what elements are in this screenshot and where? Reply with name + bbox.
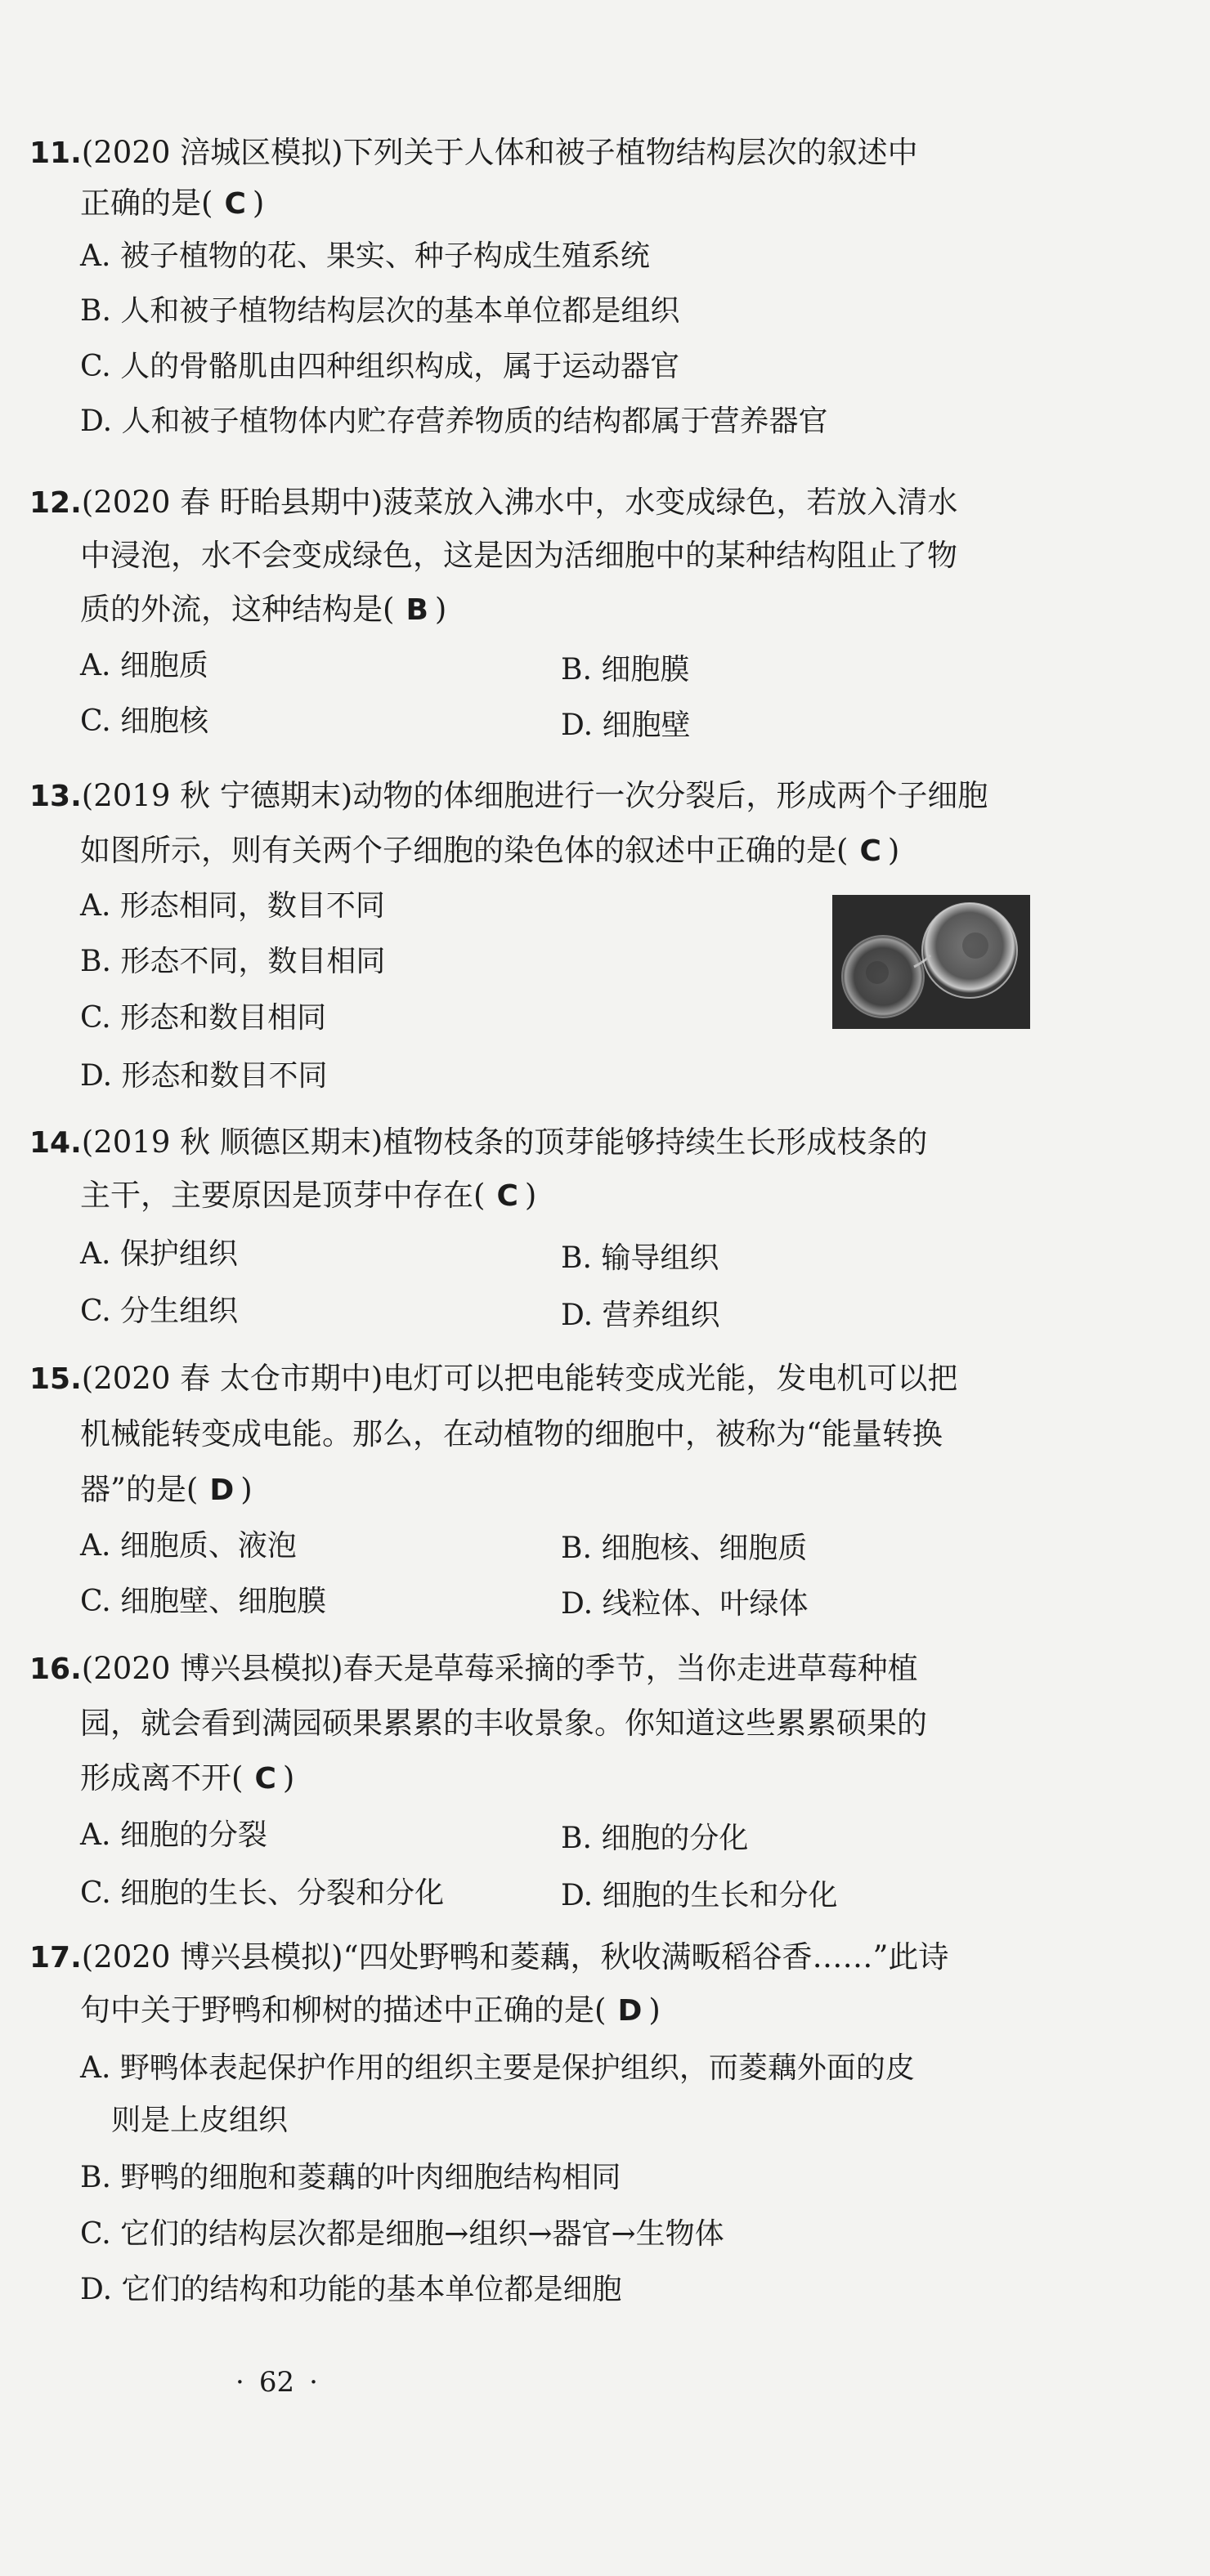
question-number: 14. — [29, 1126, 82, 1160]
option-b: B. 细胞膜 — [561, 653, 690, 686]
micrograph-image — [832, 895, 1030, 1029]
answer-letter: C — [496, 1179, 518, 1213]
option-c: C. 分生组织 — [80, 1295, 239, 1328]
option-d: D. 它们的结构和功能的基本单位都是细胞 — [80, 2273, 622, 2306]
option-a: A. 保护组织 — [80, 1237, 238, 1271]
question-number: 11. — [29, 136, 82, 170]
question-stem-line: 形成离不开( — [80, 1760, 244, 1796]
question-stem-line: (2019 秋 顺德区期末)植物枝条的顶芽能够持续生长形成枝条的 — [81, 1125, 928, 1160]
answer-letter: D — [209, 1474, 235, 1507]
question-stem-line: 句中关于野鸭和柳树的描述中正确的是( — [80, 1992, 607, 2028]
option-a: A. 细胞的分裂 — [80, 1818, 267, 1852]
question-stem-line: (2020 博兴县模拟)“四处野鸭和菱藕，秋收满畈稻谷香……”此诗 — [81, 1939, 949, 1974]
question-stem-line: 主干，主要原因是顶芽中存在( — [80, 1178, 486, 1213]
option-b: B. 形态不同，数目相同 — [80, 945, 386, 978]
option-c: C. 细胞的生长、分裂和分化 — [80, 1876, 445, 1910]
dividing-cells-micrograph — [832, 895, 1030, 1029]
option-d: D. 细胞壁 — [561, 709, 691, 742]
option-b: B. 细胞的分化 — [561, 1822, 749, 1855]
question-number: 12. — [29, 486, 82, 520]
option-c: C. 细胞壁、细胞膜 — [80, 1585, 327, 1618]
option-c: C. 形态和数目相同 — [80, 1001, 327, 1035]
page-number: 62 — [258, 2366, 295, 2399]
option-d: D. 营养组织 — [561, 1299, 720, 1332]
question-stem-line: (2019 秋 宁德期末)动物的体细胞进行一次分裂后，形成两个子细胞 — [81, 778, 988, 813]
answer-bracket: ) — [252, 186, 265, 221]
page-number-dot-left: · — [235, 2366, 244, 2399]
option-a: A. 细胞质 — [80, 649, 208, 682]
question-stem-line: 正确的是( — [80, 186, 213, 221]
answer-bracket: ) — [524, 1178, 537, 1213]
question-stem-line: 机械能转变成电能。那么，在动植物的细胞中，被称为“能量转换 — [80, 1416, 943, 1451]
option-b: B. 输导组织 — [561, 1241, 719, 1275]
option-a: A. 被子植物的花、果实、种子构成生殖系统 — [80, 239, 650, 273]
answer-bracket: ) — [434, 592, 447, 627]
option-d: D. 形态和数目不同 — [80, 1059, 328, 1093]
option-b: B. 野鸭的细胞和菱藕的叶肉细胞结构相同 — [80, 2161, 621, 2194]
option-d: D. 线粒体、叶绿体 — [561, 1587, 809, 1621]
question-stem-line: (2020 春 盱眙县期中)菠菜放入沸水中，水变成绿色，若放入清水 — [81, 485, 958, 520]
question-number: 16. — [29, 1652, 82, 1686]
answer-letter: B — [406, 593, 428, 627]
question-stem-line: 如图所示，则有关两个子细胞的染色体的叙述中正确的是( — [80, 833, 849, 868]
option-c: C. 人的骨骼肌由四种组织构成，属于运动器官 — [80, 350, 680, 383]
option-a: A. 形态相同，数目不同 — [80, 889, 385, 923]
answer-bracket: ) — [240, 1472, 253, 1507]
answer-bracket: ) — [282, 1760, 295, 1796]
option-a: A. 野鸭体表起保护作用的组织主要是保护组织，而菱藕外面的皮 — [80, 2051, 915, 2085]
question-number: 13. — [29, 780, 82, 813]
option-c: C. 细胞核 — [80, 704, 209, 738]
option-b: B. 人和被子植物结构层次的基本单位都是组织 — [80, 294, 680, 328]
answer-letter: D — [617, 1994, 643, 2028]
option-c: C. 它们的结构层次都是细胞→组织→器官→生物体 — [80, 2217, 724, 2251]
answer-letter: C — [224, 187, 246, 221]
question-stem-line: 质的外流，这种结构是( — [80, 592, 395, 627]
question-number: 17. — [29, 1941, 82, 1974]
answer-bracket: ) — [887, 833, 900, 868]
question-stem-line: 器”的是( — [80, 1472, 199, 1507]
question-stem-line: (2020 涪城区模拟)下列关于人体和被子植物结构层次的叙述中 — [81, 135, 918, 170]
question-number: 15. — [29, 1362, 82, 1396]
page-footer — [221, 2366, 333, 2399]
answer-letter: C — [859, 834, 881, 868]
question-stem-line: 中浸泡，水不会变成绿色，这是因为活细胞中的某种结构阻止了物 — [80, 538, 957, 573]
question-stem-line: (2020 春 太仓市期中)电灯可以把电能转变成光能，发电机可以把 — [81, 1361, 958, 1396]
option-d: D. 人和被子植物体内贮存营养物质的结构都属于营养器官 — [80, 405, 828, 438]
question-stem-line: 园，就会看到满园硕果累累的丰收景象。你知道这些累累硕果的 — [80, 1706, 927, 1741]
answer-bracket: ) — [648, 1992, 661, 2028]
option-a: A. 细胞质、液泡 — [80, 1529, 297, 1563]
question-stem-line: (2020 博兴县模拟)春天是草莓采摘的季节，当你走进草莓种植 — [81, 1651, 918, 1686]
answer-letter: C — [254, 1762, 276, 1796]
option-b: B. 细胞核、细胞质 — [561, 1532, 808, 1565]
option-a-continued: 则是上皮组织 — [111, 2104, 289, 2137]
page-number-dot-right: · — [309, 2366, 318, 2399]
option-d: D. 细胞的生长和分化 — [561, 1879, 838, 1912]
